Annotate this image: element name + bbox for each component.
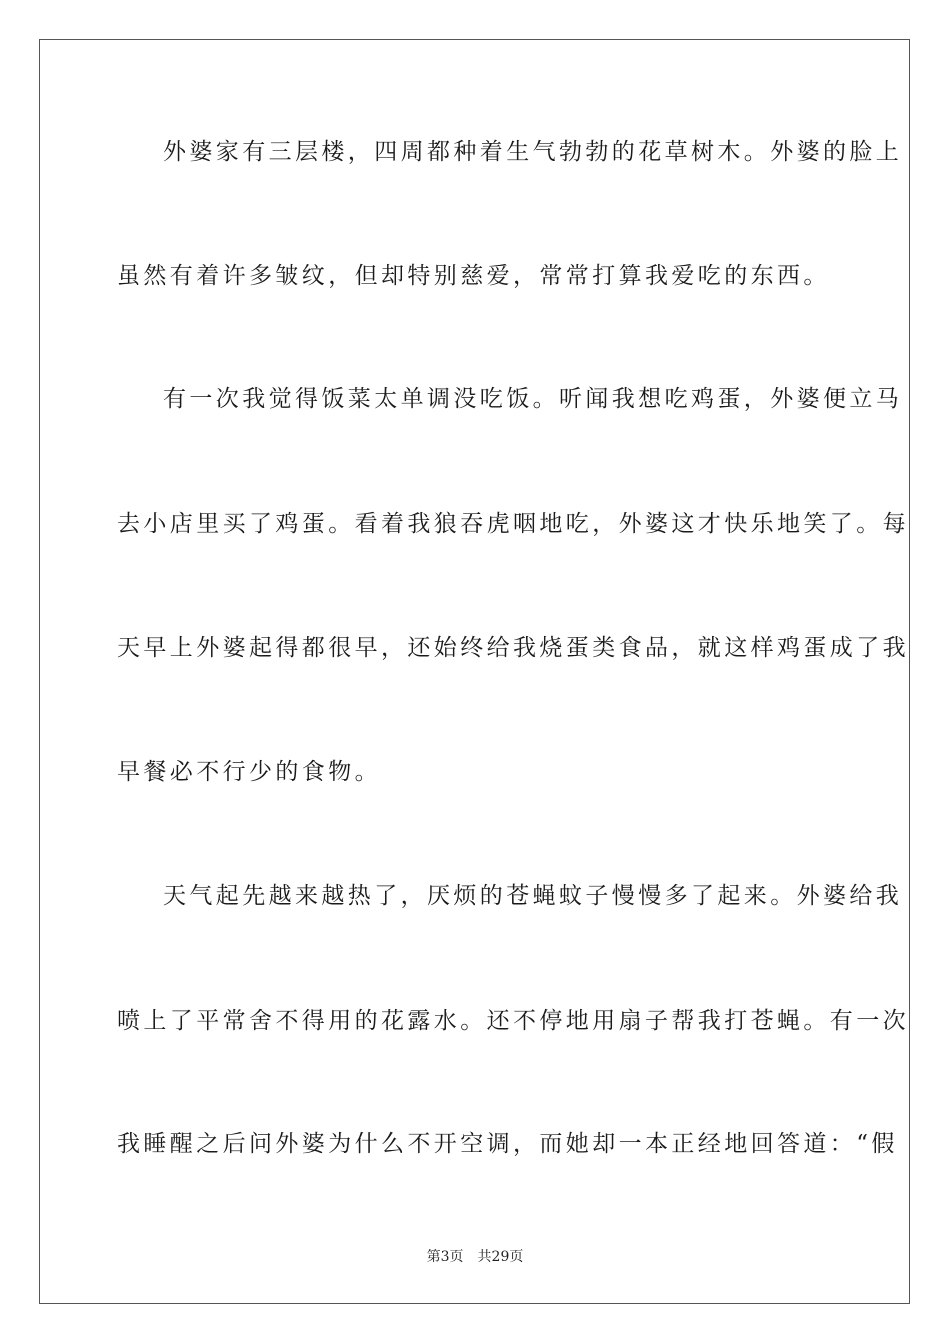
- paragraph-2-line-4: 早餐必不行少的食物。: [117, 759, 381, 785]
- paragraph-2-line-2: 去小店里买了鸡蛋。看着我狼吞虎咽地吃，外婆这才快乐地笑了。每: [117, 511, 909, 537]
- paragraph-1-line-1: 外婆家有三层楼，四周都种着生气勃勃的花草树木。外婆的脸上: [163, 139, 903, 165]
- page-number: 第3页: [426, 1249, 464, 1265]
- page-footer: [0, 1247, 950, 1267]
- paragraph-2-line-3: 天早上外婆起得都很早，还始终给我烧蛋类食品，就这样鸡蛋成了我: [117, 635, 909, 661]
- paragraph-3-line-2: 喷上了平常舍不得用的花露水。还不停地用扇子帮我打苍蝇。有一次: [117, 1008, 909, 1034]
- page-frame: [39, 39, 910, 1304]
- paragraph-1-line-2: 虽然有着许多皱纹，但却特别慈爱，常常打算我爱吃的东西。: [117, 263, 830, 289]
- paragraph-2-line-1: 有一次我觉得饭菜太单调没吃饭。听闻我想吃鸡蛋，外婆便立马: [163, 386, 903, 412]
- page-total: 共29页: [477, 1249, 524, 1265]
- paragraph-3-line-1: 天气起先越来越热了，厌烦的苍蝇蚊子慢慢多了起来。外婆给我: [163, 883, 903, 909]
- paragraph-3-line-3: 我睡醒之后问外婆为什么不开空调，而她却一本正经地回答道：“假: [117, 1131, 898, 1157]
